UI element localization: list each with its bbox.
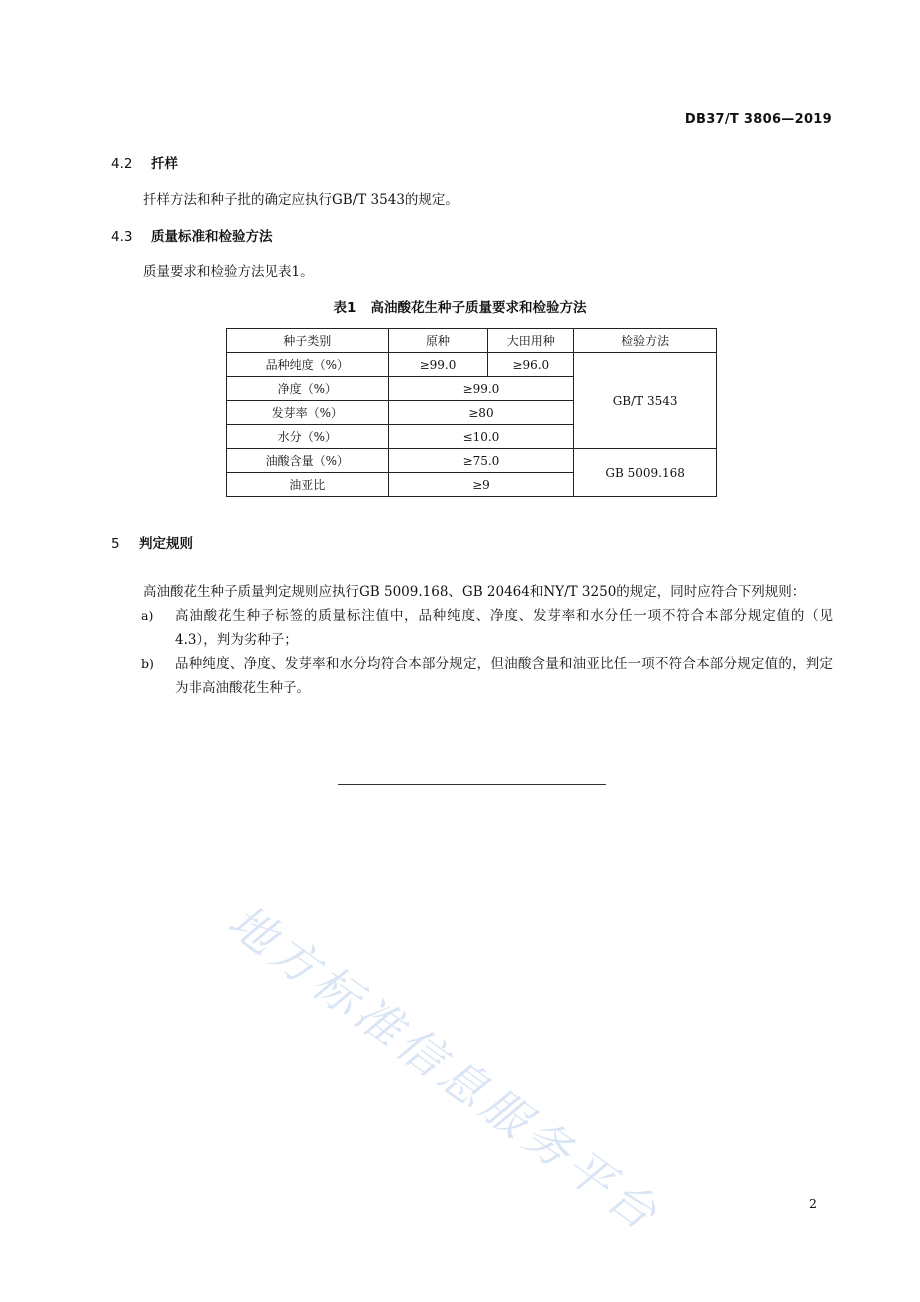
section-title: 扦样	[151, 156, 178, 172]
ratio-value: ≥9	[388, 473, 574, 497]
purity-field-value: ≥96.0	[488, 353, 574, 377]
quality-table	[226, 328, 717, 497]
document-code: DB37/T 3806—2019	[684, 112, 832, 127]
section-4-2-heading	[111, 152, 178, 172]
germination-value: ≥80	[388, 401, 574, 425]
row-label: 水分（%）	[227, 425, 389, 449]
table-number: 表1	[333, 300, 357, 316]
section-title: 质量标准和检验方法	[151, 229, 273, 245]
row-label: 发芽率（%）	[227, 401, 389, 425]
end-divider	[338, 784, 606, 785]
row-label: 品种纯度（%）	[227, 353, 389, 377]
row-label: 油亚比	[227, 473, 389, 497]
table-caption	[0, 296, 920, 316]
header-seed-type: 种子类别	[227, 329, 389, 353]
list-marker: b)	[141, 656, 154, 671]
section-4-3-body: 质量要求和检验方法见表1。	[143, 264, 314, 280]
watermark: 地方标准信息服务平台	[218, 893, 671, 1243]
method-gb-t-3543: GB/T 3543	[574, 353, 717, 449]
section-5-heading	[111, 532, 193, 552]
moisture-value: ≤10.0	[388, 425, 574, 449]
oleic-value: ≥75.0	[388, 449, 574, 473]
section-number: 4.3	[111, 229, 133, 245]
rule-item-b	[111, 652, 833, 700]
rule-text: 高油酸花生种子标签的质量标注值中，品种纯度、净度、发芽率和水分任一项不符合本部分规定值的（见4.3），判为劣种子；	[175, 608, 833, 648]
table-row-oleic	[227, 449, 717, 473]
table-header-row	[227, 329, 717, 353]
judgement-rules	[111, 580, 833, 700]
purity-original-value: ≥99.0	[388, 353, 488, 377]
section-number: 5	[111, 536, 120, 552]
list-marker: a)	[141, 608, 154, 623]
method-gb-5009-168: GB 5009.168	[574, 449, 717, 497]
page-number: 2	[809, 1196, 817, 1211]
section-4-2-body: 扦样方法和种子批的确定应执行GB/T 3543的规定。	[143, 192, 459, 208]
table-row-purity	[227, 353, 717, 377]
section-title: 判定规则	[139, 536, 193, 552]
row-label: 油酸含量（%）	[227, 449, 389, 473]
header-test-method: 检验方法	[574, 329, 717, 353]
table-title: 高油酸花生种子质量要求和检验方法	[370, 300, 587, 316]
header-field-seed: 大田用种	[488, 329, 574, 353]
header-original-seed: 原种	[388, 329, 488, 353]
rule-text: 品种纯度、净度、发芽率和水分均符合本部分规定，但油酸含量和油亚比任一项不符合本部分规定值的，判定为非高油酸花生种子。	[175, 656, 833, 696]
section-number: 4.2	[111, 156, 133, 172]
clean-value: ≥99.0	[388, 377, 574, 401]
section-4-3-heading	[111, 225, 273, 245]
rule-item-a	[111, 604, 833, 652]
rules-intro: 高油酸花生种子质量判定规则应执行GB 5009.168、GB 20464和NY/T 3250的规定，同时应符合下列规则：	[143, 584, 806, 600]
row-label: 净度（%）	[227, 377, 389, 401]
